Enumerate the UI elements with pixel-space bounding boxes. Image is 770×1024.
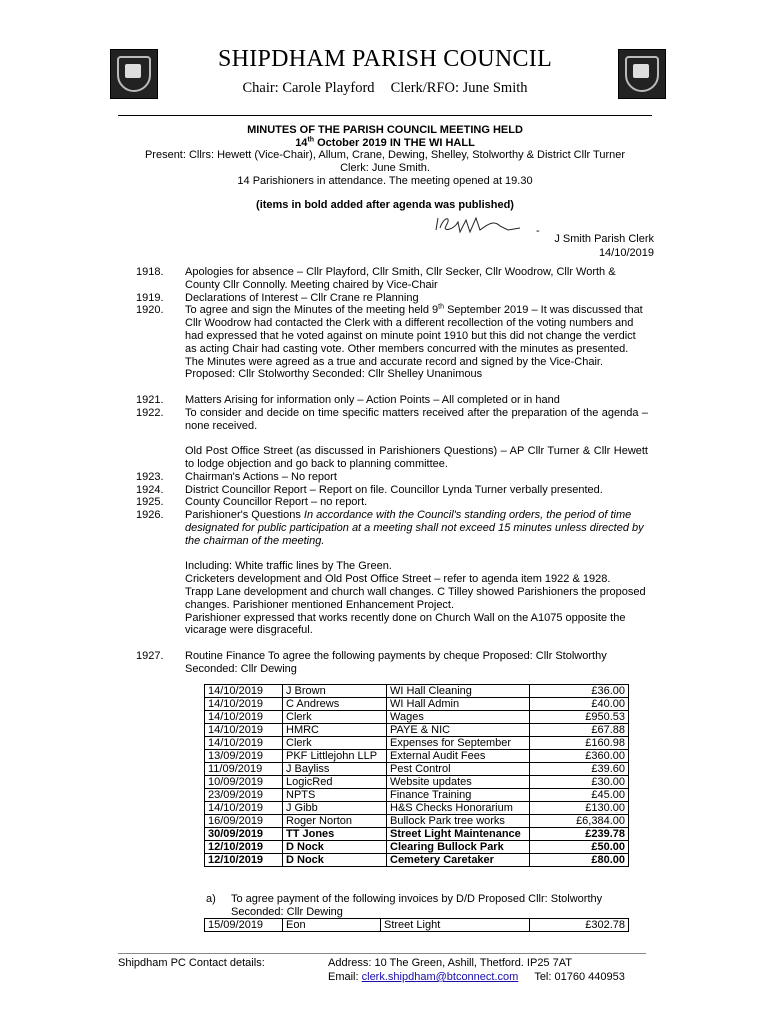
present-list: Present: Cllrs: Hewett (Vice-Chair), Allum, Crane, Dewing, Shelley, Stolworthy & District Cllr Turner [144,149,626,161]
table-row [205,828,629,841]
payment-description: Bullock Park tree works [387,815,530,828]
footer-divider [118,953,646,954]
payment-date: 30/09/2019 [205,828,283,841]
clerk-name: Clerk/RFO: June Smith [390,80,528,96]
payment-amount: £360.00 [530,750,629,763]
payment-payee: C Andrews [283,698,387,711]
payment-amount: £80.00 [530,854,629,867]
payment-date: 14/10/2019 [205,724,283,737]
direct-debit-section [206,893,602,919]
payment-amount: £45.00 [530,789,629,802]
council-title: SHIPDHAM PARISH COUNCIL [217,46,553,72]
table-row [205,841,629,854]
payment-date: 14/10/2019 [205,698,283,711]
minute-item: 1927. Routine Finance To agree the following payments by cheque Proposed: Cllr Stolworthy Seconded: Cllr Dewing [136,649,607,675]
clerk-line: Clerk: June Smith. [340,162,430,174]
signature-name: J Smith Parish Clerk [554,233,654,245]
bold-items-note: (items in bold added after agenda was published) [256,199,514,211]
payment-amount: £40.00 [530,698,629,711]
payment-date: 14/10/2019 [205,737,283,750]
footer-contact-label: Shipdham PC Contact details: [118,957,265,969]
payment-payee: D Nock [283,854,387,867]
including-notes: Including: White traffic lines by The Green. Cricketers development and Old Post Office Street – refer to agenda item 1922 & 1928. Trapp Lane development and church wall changes. C Tilley showed Parishioners the proposed changes. Parishioner mentioned Enhancement Project. Parishioner expressed that works recently done on Church Wall on the A1075 opposite the vicarage were disgraceful. [185,560,646,637]
payment-date: 23/09/2019 [205,789,283,802]
table-row [205,763,629,776]
payment-description: Finance Training [387,789,530,802]
payment-payee: NPTS [283,789,387,802]
payment-description: Cemetery Caretaker [387,854,530,867]
payments-table [204,684,629,867]
dd-text: To agree payment of the following invoices by D/D Proposed Cllr: Stolworthy [231,893,603,905]
payment-amount: £6,384.00 [530,815,629,828]
payment-amount: £239.78 [530,828,629,841]
minute-item: 1926. Parishioner's Questions In accordance with the Council's standing orders, the period of time designated for public participation at a meeting shall not exceed 15 minutes unless directed by the chairman of the meeting. [136,509,644,547]
payment-payee: J Brown [283,685,387,698]
payment-payee: HMRC [283,724,387,737]
payment-description: Street Light Maintenance [387,828,530,841]
table-row [205,802,629,815]
dd-label: a) [206,893,216,905]
payment-payee: PKF Littlejohn LLP [283,750,387,763]
payment-description: Website updates [387,776,530,789]
payment-amount: £30.00 [530,776,629,789]
payment-description: Expenses for September [387,737,530,750]
minute-item: 1919. Declarations of Interest – Cllr Crane re Planning [136,291,419,304]
table-row [205,750,629,763]
payment-date: 14/10/2019 [205,711,283,724]
signature-dash: - [536,225,540,237]
table-row [205,854,629,867]
table-row [205,724,629,737]
payment-payee: J Bayliss [283,763,387,776]
payment-description: Street Light [381,919,530,932]
header-divider [118,115,652,116]
payment-amount: £67.88 [530,724,629,737]
minute-item-note: Old Post Office Street (as discussed in Parishioners Questions) – AP Cllr Turner & Cllr Hewett to lodge objection and go back to planning committee. [185,445,648,470]
payment-payee: J Gibb [283,802,387,815]
payment-payee: Roger Norton [283,815,387,828]
table-row [205,919,629,932]
payment-date: 13/09/2019 [205,750,283,763]
chair-name: Chair: Carole Playford [242,80,375,96]
payment-payee: D Nock [283,841,387,854]
signature-block [554,232,654,260]
footer-tel: Tel: 01760 440953 [534,971,625,983]
attendance-line: 14 Parishioners in attendance. The meeting opened at 19.30 [237,175,533,187]
payment-amount: £130.00 [530,802,629,815]
payment-date: 12/10/2019 [205,854,283,867]
payment-date: 14/10/2019 [205,685,283,698]
table-row [205,776,629,789]
meeting-date: 14th October 2019 IN THE WI HALL [295,136,475,149]
payment-date: 15/09/2019 [205,919,283,932]
payment-amount: £50.00 [530,841,629,854]
table-row [205,737,629,750]
footer-address: Address: 10 The Green, Ashill, Thetford. IP25 7AT [328,957,572,969]
dd-seconded: Seconded: Cllr Dewing [231,905,343,918]
council-officers [0,80,770,97]
payment-date: 12/10/2019 [205,841,283,854]
minute-item: 1920. To agree and sign the Minutes of the meeting held 9th September 2019 – It was discussed that Cllr Woodrow had contacted the Clerk with a different recollection of the voting numbers and had expressed that he voted against on minute point 1910 but this did not change the verdict as acting Chair had casting vote. Other members concurred with the minutes as presented. The Minutes were agreed as a true and accurate record and signed by the Vice-Chair. Proposed: Cllr Stolworthy Seconded: Cllr Shelley Unanimous [136,303,643,381]
minute-item: 1924. District Councillor Report – Report on file. Councillor Lynda Turner verbally presented. [136,483,603,496]
payment-description: WI Hall Admin [387,698,530,711]
minute-item: 1921. Matters Arising for information only – Action Points – All completed or in hand [136,393,560,406]
minutes-heading: MINUTES OF THE PARISH COUNCIL MEETING HELD [247,124,523,136]
payment-date: 10/09/2019 [205,776,283,789]
table-row [205,698,629,711]
payment-payee: TT Jones [283,828,387,841]
table-row [205,711,629,724]
payment-payee: Clerk [283,737,387,750]
payment-amount: £160.98 [530,737,629,750]
payment-amount: £950.53 [530,711,629,724]
payment-date: 14/10/2019 [205,802,283,815]
table-row [205,685,629,698]
signature-date: 14/10/2019 [598,247,654,259]
minute-item: 1918. Apologies for absence – Cllr Playford, Cllr Smith, Cllr Secker, Cllr Woodrow, Cllr Worth & County Cllr Connolly. Meeting chaired by Vice-Chair [136,266,616,291]
payment-payee: Clerk [283,711,387,724]
payment-description: Wages [387,711,530,724]
email-link[interactable]: clerk.shipdham@btconnect.com [361,971,519,983]
minute-item: 1925. County Councillor Report – no report. [136,496,368,509]
payment-payee: LogicRed [283,776,387,789]
minute-item: 1923. Chairman's Actions – No report [136,470,337,483]
table-row [205,815,629,828]
minutes-items [136,266,648,676]
payment-description: WI Hall Cleaning [387,685,530,698]
payment-description: Pest Control [387,763,530,776]
payment-payee: Eon [283,919,381,932]
payment-amount: £302.78 [530,919,629,932]
minute-item: 1922. To consider and decide on time specific matters received after the preparation of the agenda – none received. [136,406,648,432]
payment-description: External Audit Fees [387,750,530,763]
payment-amount: £39.60 [530,763,629,776]
payment-description: PAYE & NIC [387,724,530,737]
payment-date: 16/09/2019 [205,815,283,828]
table-row [205,789,629,802]
direct-debit-table [204,918,629,932]
payment-description: H&S Checks Honorarium [387,802,530,815]
payment-date: 11/09/2019 [205,763,283,776]
payment-amount: £36.00 [530,685,629,698]
footer-contact: Address: 10 The Green, Ashill, Thetford. IP25 7AT Email: clerk.shipdham@btconnect.com Tel: 01760 440953 [328,957,625,983]
clerk-signature [430,210,530,240]
payment-description: Clearing Bullock Park [387,841,530,854]
